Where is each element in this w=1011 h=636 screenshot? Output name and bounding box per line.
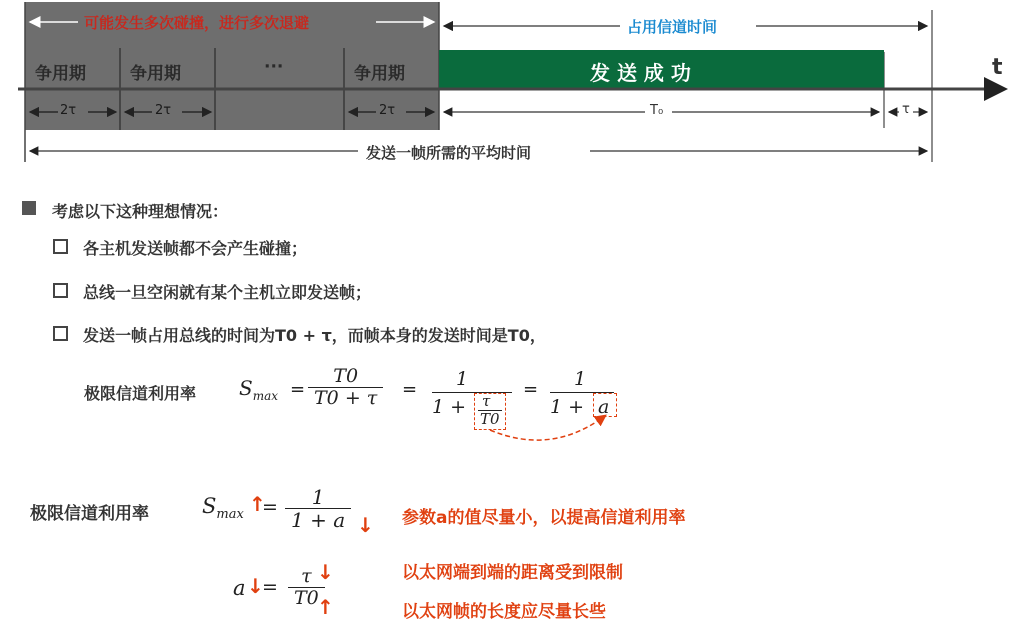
frac2-inner-num: τ (482, 392, 491, 410)
formula3-numerator: τ (301, 565, 312, 587)
formula3-a: a (233, 576, 246, 600)
bullet-square (22, 201, 36, 215)
frac3-denominator: 1 + (550, 396, 585, 418)
formula2-denominator: 1 + a (291, 508, 346, 532)
frac3-numerator: 1 (574, 368, 587, 390)
down-arrow-a: ↓ (357, 513, 374, 537)
formula2-numerator: 1 (311, 485, 325, 509)
two-tau-1: 2τ (60, 103, 77, 118)
contention-ellipsis: ··· (264, 57, 284, 77)
ideal-item-1: 各主机发送帧都不会产生碰撞； (83, 239, 308, 258)
tau-label: τ (902, 102, 910, 117)
formula1-eq2: = (402, 379, 418, 400)
formula1-frac1 (308, 366, 383, 409)
formula3-denominator: T0 (294, 587, 319, 609)
frac1-denominator: T0 + τ (314, 387, 378, 409)
down-arrow-a2: ↓ (247, 574, 264, 598)
formula1-s: $S_{max}$ (239, 376, 279, 403)
checkbox-item-3 (53, 326, 68, 341)
two-tau-2: 2τ (155, 103, 172, 118)
formula2-eq: = (262, 496, 278, 518)
highlight-a (593, 393, 617, 417)
frac3-a: a (598, 396, 610, 418)
contention-slot-2: 争用期 (130, 64, 181, 84)
contention-slot-1: 争用期 (35, 64, 86, 84)
frac2-denominator: 1 + (432, 396, 467, 418)
ideal-item-3: 发送一帧占用总线的时间为T0 + τ，而帧本身的发送时间是T0， (83, 326, 546, 345)
down-arrow-tau: ↓ (317, 560, 334, 584)
formula1-eq1: = (290, 379, 306, 400)
contention-slot-3: 争用期 (354, 64, 405, 84)
formula3-note2: 以太网帧的长度应尽量长些 (402, 602, 606, 622)
two-tau-3: 2τ (379, 103, 396, 118)
collision-note: 可能发生多次碰撞，进行多次退避 (84, 14, 310, 32)
success-label: 发 送 成 功 (590, 61, 691, 85)
t0-label: T₀ (650, 103, 664, 118)
formula3-eq: = (262, 576, 278, 598)
frac2-numerator: 1 (456, 368, 469, 390)
time-axis-label: t (992, 55, 1003, 80)
highlight-tau-over-t0 (474, 393, 506, 430)
formula2-note: 参数a的值尽量小，以提高信道利用率 (402, 508, 686, 528)
formula2-frac (285, 486, 351, 531)
up-arrow-t0: ↑ (317, 595, 334, 619)
avg-time-label: 发送一帧所需的平均时间 (366, 144, 532, 162)
formula3-note1: 以太网端到端的距离受到限制 (402, 563, 623, 583)
formula1-label: 极限信道利用率 (84, 384, 197, 403)
checkbox-item-1 (53, 239, 68, 254)
occupy-time-label: 占用信道时间 (627, 18, 718, 36)
formula1-eq3: = (523, 379, 539, 400)
checkbox-item-2 (53, 283, 68, 298)
formula2-s: $S_{max}$ (202, 494, 244, 523)
up-arrow-s: ↑ (249, 492, 266, 516)
frac1-numerator: T0 (333, 365, 359, 387)
ideal-title: 考虑以下这种理想情况： (52, 202, 229, 221)
frac2-inner-den: T0 (480, 410, 500, 428)
ideal-item-2: 总线一旦空闲就有某个主机立即发送帧； (83, 283, 372, 302)
formula2-label: 极限信道利用率 (30, 504, 149, 524)
